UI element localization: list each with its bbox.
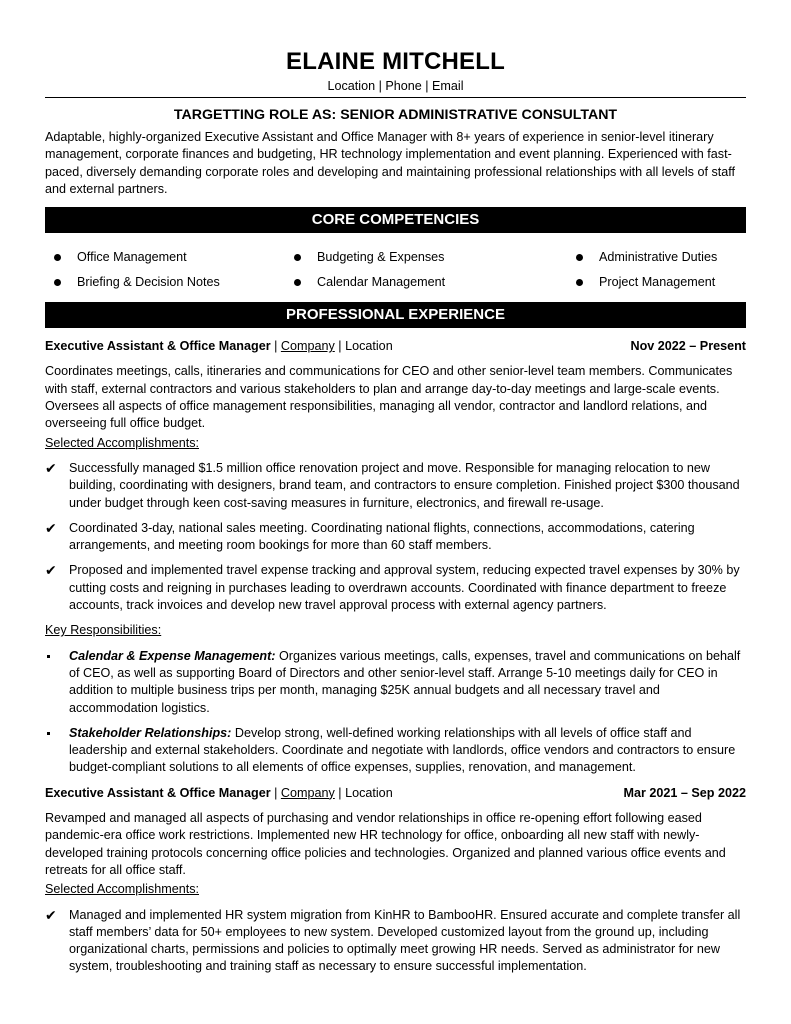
competency-item: Calendar Management [285, 273, 567, 291]
list-item: ✔ Managed and implemented HR system migration from KinHR to BambooHR. Ensured accurate and complete transfer all staff members’ data for 50+ employees to new system. Developed customized layout from the ground up, including organizational charts, permissions and policies to optimally meet growing HR needs. Served as administrator for new system, troubleshooting and training staff as necessary to ensure successful implementation. [45, 907, 746, 976]
competency-item: Office Management [45, 248, 285, 266]
header-divider [45, 97, 746, 98]
experience-heading: PROFESSIONAL EXPERIENCE [45, 302, 746, 328]
job-dates: Mar 2021 – Sep 2022 [623, 785, 746, 800]
job-description: Coordinates meetings, calls, itineraries and communications for CEO and other senior-level team members. Communicates with staff, external contractors and various stakeholders to plan and arrange day-to-day meetings and large-scale events. Oversees all aspects of office management responsibilities, managing all vendor, contractor and landlord relations, and overseeing full office budget. [45, 364, 733, 431]
job-description: Revamped and managed all aspects of purchasing and vendor relationships in office re-opening effort following eased pandemic-era office work restrictions. Implemented new HR technology for office, onboarding all new staff with newly-developed training protocols concerning office policies and technologies. Organized and planned various office events and retreats for all office staff. [45, 811, 726, 877]
bullet-icon [576, 254, 583, 261]
competency-item: Project Management [567, 273, 746, 291]
checkmark-icon: ✔ [45, 562, 57, 579]
resume-page [45, 0, 746, 984]
competency-item: Administrative Duties [567, 248, 746, 266]
list-item: ✔ Coordinated 3-day, national sales meeting. Coordinating national flights, connections, accommodations, catering arrangements, and meeting room bookings for more than 60 staff members. [45, 520, 746, 555]
square-bullet-icon [45, 725, 69, 777]
candidate-name: ELAINE MITCHELL [286, 48, 505, 75]
job-location: Location [345, 785, 393, 800]
competency-item: Budgeting & Expenses [285, 248, 567, 266]
contact-line: Location | Phone | Email [327, 79, 464, 93]
bullet-icon [294, 279, 301, 286]
competency-item: Briefing & Decision Notes [45, 273, 285, 291]
bullet-icon [294, 254, 301, 261]
bullet-icon [576, 279, 583, 286]
checkmark-icon: ✔ [45, 459, 57, 476]
bullet-icon [54, 254, 61, 261]
job-entry [45, 338, 746, 777]
checkmark-icon: ✔ [45, 906, 57, 923]
list-item: Stakeholder Relationships: Develop strong, well-defined working relationships with all levels of office staff and leadership and external stakeholders. Coordinate and negotiate with landlords, office vendors and contractors to ensure budget-compliant solutions to all elements of office expenses, supplies, renovation, and management. [45, 725, 746, 777]
job-entry [45, 785, 746, 976]
competencies-heading: CORE COMPETENCIES [45, 207, 746, 233]
responsibilities-label: Key Responsibilities: [45, 623, 162, 638]
list-item: ✔ Successfully managed $1.5 million office renovation project and move. Responsible for managing relocation to new building, coordinating with designers, brand team, and contractors to ensure completion. Finished project $300 thousand under budget through keen cost-saving measures in furniture, electronics, and firewall re-usage. [45, 460, 746, 512]
job-company: Company [280, 339, 335, 354]
job-role: Executive Assistant & Office Manager [45, 339, 271, 354]
accomplishments-list [45, 907, 746, 976]
job-company: Company [280, 785, 335, 800]
job-header: Executive Assistant & Office Manager | Company | Location Mar 2021 – Sep 2022 [45, 785, 746, 802]
square-bullet-icon [45, 648, 69, 717]
target-role: TARGETTING ROLE AS: SENIOR ADMINISTRATIVE CONSULTANT [173, 107, 618, 123]
job-dates: Nov 2022 – Present [630, 339, 746, 354]
accomplishments-label: Selected Accomplishments: [45, 882, 199, 897]
accomplishments-list [45, 460, 746, 614]
accomplishments-label: Selected Accomplishments: [45, 435, 199, 450]
responsibilities-list [45, 648, 746, 777]
job-role: Executive Assistant & Office Manager [45, 785, 271, 800]
list-item: ✔ Proposed and implemented travel expense tracking and approval system, reducing expected travel expenses by 30% by cutting costs and reigning in purchases leading to overdrawn accounts. Coordinated with finance department to freeze accounts, track invoices and develop new travel approval process with external agency partners. [45, 562, 746, 614]
bullet-icon [54, 279, 61, 286]
job-location: Location [345, 339, 393, 354]
summary-paragraph: Adaptable, highly-organized Executive Assistant and Office Manager with 8+ years of experience in senior-level itinerary management, corporate finances and budgeting, HR technology implementation and event planning. Experienced with fast-paced, diversely demanding corporate roles and developing and maintaining professional relationships with all levels of staff and external partners. [45, 130, 736, 196]
list-item: Calendar & Expense Management: Organizes various meetings, calls, expenses, travel and communications on behalf of CEO, as well as supporting Board of Directors and other senior-level staff. Arrange 5-10 meetings daily for CEO in addition to multiple business trips per month, managing $25K annual budgets and all necessary travel and accommodation logistics. [45, 648, 746, 717]
job-header: Executive Assistant & Office Manager | Company | Location Nov 2022 – Present [45, 338, 746, 355]
checkmark-icon: ✔ [45, 519, 57, 536]
competencies-list [45, 248, 746, 291]
